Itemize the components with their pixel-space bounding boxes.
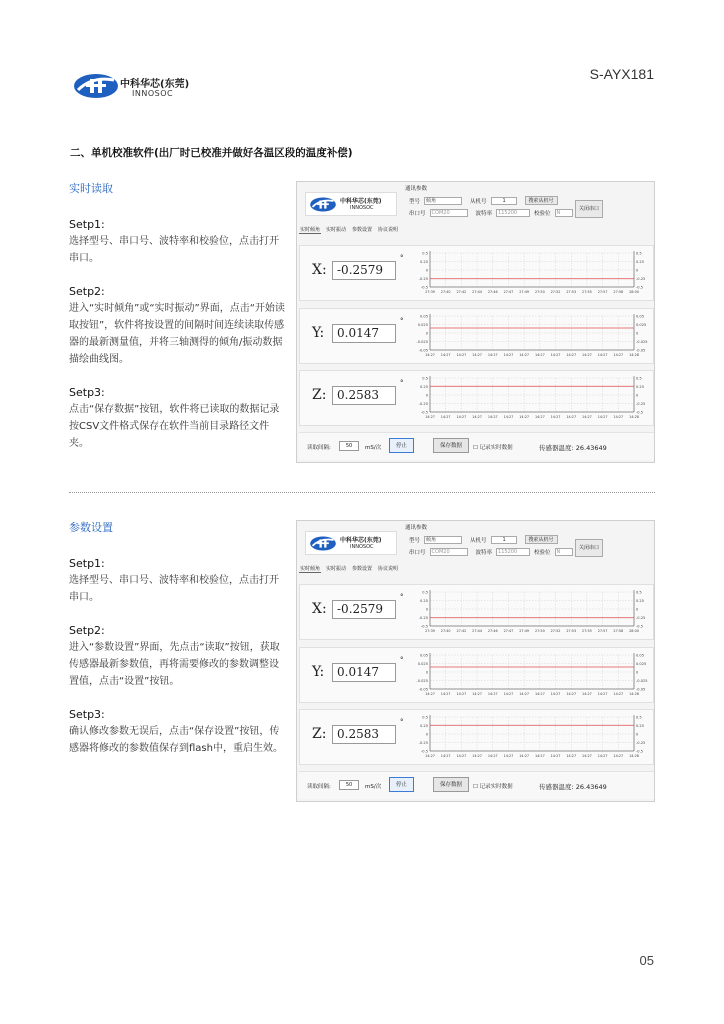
x-tick-label: 27:42 — [456, 290, 467, 294]
x-tick-label: 14:27 — [550, 415, 561, 419]
step-text: 确认修改参数无误后，点击“保存设置”按钮，传感器将修改的参数值保存到flash中，重启生效。 — [69, 726, 283, 754]
record-realtime-checkbox[interactable]: ☐ 记录实时数据 — [473, 784, 513, 790]
x-tick-label: 14:27 — [487, 353, 498, 357]
x-tick-label: 14:27 — [503, 692, 514, 696]
y-tick-label: 0 — [425, 393, 428, 398]
x-tick-label: 27:58 — [613, 629, 624, 633]
axis-label: X: — [312, 262, 327, 278]
step-label: Setp1: — [69, 557, 105, 570]
x-tick-label: 14:27 — [425, 754, 435, 758]
tab-protocol[interactable]: 协议说明 — [378, 227, 399, 233]
interval-label: 读取间隔: — [307, 784, 331, 790]
x-tick-label: 14:27 — [566, 754, 577, 758]
model-label: 型号 — [409, 537, 421, 544]
x-tick-label: 14:27 — [597, 754, 608, 758]
tab-realtime-tilt[interactable]: 实时倾角 — [300, 227, 321, 233]
company-name-cn: 中科华芯(东莞) — [120, 79, 190, 90]
y-tick-label-right: 0 — [636, 331, 639, 336]
interval-input[interactable]: 50 — [339, 441, 359, 451]
port-select[interactable]: COM20 — [430, 548, 468, 556]
sensor-temperature: 传感器温度: 26.43649 — [539, 783, 607, 791]
x-tick-label: 14:27 — [597, 692, 608, 696]
step-text: 进入“参数设置”界面，先点击“读取”按钮，获取传感器最新参数值，再将需要修改的参数调整设置值，点击“设置”按钮。 — [69, 642, 280, 687]
x-tick-label: 14:27 — [440, 754, 451, 758]
x-tick-label: 14:27 — [582, 353, 592, 357]
model-select[interactable]: 倾角 — [424, 536, 462, 544]
x-tick-label: 14:27 — [613, 353, 624, 357]
axis-label: Z: — [312, 387, 327, 403]
control-bar — [299, 771, 654, 799]
y-tick-label: 0.25 — [419, 724, 428, 728]
step-label: Setp1: — [69, 218, 105, 231]
app-logo-en: INNOSOC — [350, 544, 374, 550]
y-tick-label: -0.25 — [418, 277, 428, 281]
y-tick-label-right: 0.025 — [636, 662, 647, 666]
axis-readout: -0.2579 — [332, 600, 396, 619]
close-port-button[interactable]: 关闭串口 — [575, 200, 603, 218]
step-text: 选择型号、串口号、波特率和校验位，点击打开串口。 — [69, 575, 279, 603]
x-tick-label: 27:47 — [503, 629, 514, 633]
x-tick-label: 14:27 — [534, 692, 545, 696]
port-label: 串口号 — [409, 211, 426, 217]
y-tick-label-right: 0 — [636, 670, 639, 675]
x-tick-label: 14:27 — [456, 692, 467, 696]
innosoc-logo-icon — [309, 196, 337, 213]
app-logo — [305, 192, 397, 216]
x-tick-label: 27:52 — [550, 290, 561, 294]
x-tick-label: 14:27 — [425, 353, 435, 357]
x-tick-label: 14:27 — [425, 415, 435, 419]
port-label: 串口号 — [409, 550, 426, 556]
y-tick-label: -0.5 — [420, 285, 428, 290]
baud-label: 波特率 — [475, 211, 493, 217]
save-data-button[interactable]: 保存数据 — [433, 438, 469, 453]
section-heading: 二、单机校准软件(出厂时已校准并做好各温区段的温度补偿) — [70, 147, 353, 159]
model-label: 型号 — [409, 198, 421, 205]
x-tick-label: 14:27 — [550, 754, 561, 758]
company-logo — [72, 70, 202, 104]
realtime-read-instructions — [69, 180, 287, 470]
y-tick-label: 0.25 — [419, 385, 428, 389]
axis-label: X: — [312, 601, 327, 617]
axis-readout: -0.2579 — [332, 261, 396, 280]
x-tick-label: 27:44 — [472, 629, 482, 633]
x-tick-label: 14:27 — [519, 353, 530, 357]
x-tick-label: 14:27 — [597, 353, 608, 357]
y-tick-label-right: 0.25 — [636, 260, 645, 264]
x-tick-label: 14:27 — [566, 692, 577, 696]
y-tick-label-right: 0.25 — [636, 724, 645, 728]
x-tick-label: 14:27 — [613, 415, 624, 419]
app-logo-cn: 中科华芯(东莞) — [340, 537, 382, 544]
baud-select[interactable]: 115200 — [496, 548, 530, 556]
axis-plot — [412, 588, 652, 636]
y-tick-label: 0.025 — [417, 323, 428, 327]
y-tick-label: -0.25 — [418, 616, 428, 620]
calibration-app-window — [296, 520, 655, 802]
x-tick-label: 14:28 — [629, 415, 639, 419]
y-tick-label-right: -0.25 — [636, 402, 646, 406]
axis-plot — [412, 312, 652, 360]
degree-unit: ° — [400, 593, 404, 601]
x-tick-label: 27:50 — [534, 290, 545, 294]
parameter-setting-instructions — [69, 519, 287, 775]
x-tick-label: 27:53 — [566, 290, 577, 294]
y-tick-label: 0.5 — [422, 251, 428, 256]
tab-realtime-tilt[interactable]: 实时倾角 — [300, 566, 321, 572]
axis-panel-x — [299, 584, 654, 640]
y-tick-label-right: 0 — [636, 393, 639, 398]
comm-params-title: 通讯参数 — [405, 525, 428, 531]
y-tick-label: 0 — [425, 331, 428, 336]
axis-plot — [412, 374, 652, 422]
y-tick-label-right: -0.25 — [636, 616, 646, 620]
x-tick-label: 14:27 — [613, 754, 624, 758]
parity-select[interactable]: N — [555, 548, 573, 556]
tab-protocol[interactable]: 协议说明 — [378, 566, 399, 572]
y-tick-label-right: 0 — [636, 268, 639, 273]
step-label: Setp2: — [69, 624, 105, 637]
y-tick-label-right: 0.5 — [636, 715, 642, 720]
y-tick-label-right: 0.25 — [636, 385, 645, 389]
slave-label: 从机号 — [470, 198, 487, 205]
x-tick-label: 27:53 — [566, 629, 577, 633]
x-tick-label: 27:42 — [456, 629, 467, 633]
y-tick-label: 0 — [425, 670, 428, 675]
x-tick-label: 14:27 — [534, 415, 545, 419]
axis-readout: 0.0147 — [332, 324, 396, 343]
x-tick-label: 28:00 — [629, 629, 639, 633]
y-tick-label: 0.5 — [422, 376, 428, 381]
parity-select[interactable]: N — [555, 209, 573, 217]
y-tick-label-right: 0.25 — [636, 599, 645, 603]
y-tick-label: -0.5 — [420, 410, 428, 415]
x-tick-label: 27:44 — [472, 290, 482, 294]
y-tick-label: -0.025 — [416, 679, 428, 683]
degree-unit: ° — [400, 254, 404, 262]
x-tick-label: 14:27 — [503, 353, 514, 357]
x-tick-label: 14:27 — [456, 415, 467, 419]
x-tick-label: 14:27 — [534, 353, 545, 357]
y-tick-label-right: 0.025 — [636, 323, 647, 327]
y-tick-label: 0.25 — [419, 260, 428, 264]
x-tick-label: 27:57 — [597, 629, 608, 633]
x-tick-label: 27:57 — [597, 290, 608, 294]
y-tick-label-right: -0.025 — [636, 340, 648, 344]
y-tick-label-right: 0 — [636, 732, 639, 737]
y-tick-label-right: 0.5 — [636, 376, 642, 381]
tab-realtime-vibration[interactable]: 实时振动 — [326, 227, 347, 233]
axis-readout: 0.2583 — [332, 386, 396, 405]
slave-input[interactable]: 1 — [491, 536, 517, 544]
stop-button[interactable]: 停止 — [389, 438, 414, 453]
x-tick-label: 27:40 — [440, 629, 451, 633]
x-tick-label: 14:27 — [472, 353, 482, 357]
x-tick-label: 14:28 — [629, 692, 639, 696]
y-tick-label: 0.5 — [422, 590, 428, 595]
interval-unit: mS/次 — [365, 784, 382, 790]
slave-input[interactable]: 1 — [491, 197, 517, 205]
innosoc-logo-icon — [309, 535, 337, 552]
app-logo — [305, 531, 397, 555]
app-logo-en: INNOSOC — [350, 205, 374, 211]
record-realtime-checkbox[interactable]: ☐ 记录实时数据 — [473, 445, 513, 451]
x-tick-label: 14:27 — [550, 353, 561, 357]
tab-parameter-settings[interactable]: 参数设置 — [352, 227, 373, 233]
y-tick-label-right: -0.05 — [636, 687, 646, 692]
tab-bar — [299, 565, 399, 573]
y-tick-label-right: 0.5 — [636, 251, 642, 256]
interval-input[interactable]: 50 — [339, 780, 359, 790]
x-tick-label: 27:49 — [519, 629, 530, 633]
x-tick-label: 14:27 — [503, 754, 514, 758]
app-logo-cn: 中科华芯(东莞) — [340, 198, 382, 205]
x-tick-label: 14:27 — [582, 692, 592, 696]
y-tick-label-right: -0.25 — [636, 277, 646, 281]
y-tick-label: -0.25 — [418, 402, 428, 406]
y-tick-label: -0.025 — [416, 340, 428, 344]
axis-panel-y — [299, 647, 654, 703]
x-tick-label: 28:00 — [629, 290, 639, 294]
block-title: 参数设置 — [69, 521, 113, 534]
y-tick-label: -0.5 — [420, 624, 428, 629]
slave-label: 从机号 — [470, 537, 487, 544]
save-data-button[interactable]: 保存数据 — [433, 777, 469, 792]
y-tick-label: 0.05 — [419, 314, 428, 319]
x-tick-label: 14:27 — [487, 754, 498, 758]
y-tick-label: 0 — [425, 732, 428, 737]
y-tick-label-right: -0.5 — [636, 410, 644, 415]
x-tick-label: 27:46 — [487, 290, 498, 294]
x-tick-label: 14:27 — [519, 415, 530, 419]
x-tick-label: 27:39 — [425, 290, 435, 294]
y-tick-label: 0.25 — [419, 599, 428, 603]
axis-label: Z: — [312, 726, 327, 742]
x-tick-label: 14:27 — [597, 415, 608, 419]
x-tick-label: 27:58 — [613, 290, 624, 294]
baud-select[interactable]: 115200 — [496, 209, 530, 217]
section-divider — [69, 492, 655, 493]
interval-label: 读取间隔: — [307, 445, 331, 451]
x-tick-label: 14:27 — [440, 353, 451, 357]
y-tick-label-right: -0.5 — [636, 624, 644, 629]
search-slave-button[interactable]: 搜索从机号 — [525, 535, 558, 544]
degree-unit: ° — [400, 317, 404, 325]
x-tick-label: 27:55 — [582, 290, 592, 294]
x-tick-label: 27:55 — [582, 629, 592, 633]
axis-plot — [412, 713, 652, 761]
axis-label: Y: — [312, 325, 325, 341]
company-name-en: INNOSOC — [132, 89, 174, 98]
degree-unit: ° — [400, 379, 404, 387]
y-tick-label-right: -0.05 — [636, 348, 646, 353]
step-text: 进入“实时倾角”或“实时振动”界面，点击“开始读取按钮”，软件将按设置的间隔时间连续读取传感器的最新测量值，并将三轴测得的倾角/振动数据描绘曲线图。 — [69, 303, 285, 365]
axis-readout: 0.0147 — [332, 663, 396, 682]
x-tick-label: 14:27 — [519, 692, 530, 696]
x-tick-label: 14:27 — [456, 353, 467, 357]
axis-panel-x — [299, 245, 654, 301]
port-select[interactable]: COM20 — [430, 209, 468, 217]
axis-label: Y: — [312, 664, 325, 680]
x-tick-label: 14:27 — [425, 692, 435, 696]
x-tick-label: 14:27 — [519, 754, 530, 758]
y-tick-label: -0.25 — [418, 741, 428, 745]
x-tick-label: 14:27 — [582, 754, 592, 758]
x-tick-label: 14:27 — [566, 353, 577, 357]
x-tick-label: 14:27 — [613, 692, 624, 696]
tab-bar — [299, 226, 399, 234]
y-tick-label: -0.5 — [420, 749, 428, 754]
axis-plot — [412, 249, 652, 297]
x-tick-label: 14:27 — [534, 754, 545, 758]
tab-parameter-settings[interactable]: 参数设置 — [352, 566, 373, 572]
axis-panel-y — [299, 308, 654, 364]
x-tick-label: 14:28 — [629, 353, 639, 357]
y-tick-label-right: 0 — [636, 607, 639, 612]
y-tick-label: 0.025 — [417, 662, 428, 666]
stop-button[interactable]: 停止 — [389, 777, 414, 792]
x-tick-label: 14:27 — [472, 754, 482, 758]
search-slave-button[interactable]: 搜索从机号 — [525, 196, 558, 205]
y-tick-label: -0.05 — [418, 687, 428, 692]
x-tick-label: 14:27 — [487, 692, 498, 696]
x-tick-label: 14:27 — [456, 754, 467, 758]
x-tick-label: 14:27 — [472, 692, 482, 696]
page-number: 05 — [639, 953, 654, 968]
control-bar — [299, 432, 654, 460]
parity-label: 校验位 — [534, 211, 551, 217]
block-title: 实时读取 — [69, 182, 113, 195]
x-tick-label: 14:27 — [503, 415, 514, 419]
x-tick-label: 14:27 — [582, 415, 592, 419]
sensor-temperature: 传感器温度: 26.43649 — [539, 444, 607, 452]
axis-plot — [412, 651, 652, 699]
y-tick-label-right: -0.5 — [636, 749, 644, 754]
x-tick-label: 27:46 — [487, 629, 498, 633]
y-tick-label-right: -0.5 — [636, 285, 644, 290]
step-label: Setp3: — [69, 708, 105, 721]
interval-unit: mS/次 — [365, 445, 382, 451]
x-tick-label: 14:27 — [487, 415, 498, 419]
x-tick-label: 14:27 — [566, 415, 577, 419]
y-tick-label: -0.05 — [418, 348, 428, 353]
tab-realtime-vibration[interactable]: 实时振动 — [326, 566, 347, 572]
y-tick-label-right: 0.05 — [636, 314, 645, 319]
innosoc-logo-icon — [72, 72, 120, 100]
x-tick-label: 14:27 — [550, 692, 561, 696]
x-tick-label: 27:49 — [519, 290, 530, 294]
axis-panel-z — [299, 370, 654, 426]
x-tick-label: 14:27 — [440, 692, 451, 696]
x-tick-label: 27:50 — [534, 629, 545, 633]
x-tick-label: 27:52 — [550, 629, 561, 633]
y-tick-label-right: -0.025 — [636, 679, 648, 683]
comm-params-title: 通讯参数 — [405, 186, 428, 192]
baud-label: 波特率 — [475, 550, 493, 556]
x-tick-label: 14:27 — [472, 415, 482, 419]
axis-panel-z — [299, 709, 654, 765]
degree-unit: ° — [400, 718, 404, 726]
axis-readout: 0.2583 — [332, 725, 396, 744]
calibration-app-window — [296, 181, 655, 463]
x-tick-label: 27:39 — [425, 629, 435, 633]
x-tick-label: 14:27 — [440, 415, 451, 419]
y-tick-label-right: 0.5 — [636, 590, 642, 595]
model-select[interactable]: 倾角 — [424, 197, 462, 205]
degree-unit: ° — [400, 656, 404, 664]
y-tick-label: 0 — [425, 268, 428, 273]
x-tick-label: 14:28 — [629, 754, 639, 758]
x-tick-label: 27:47 — [503, 290, 514, 294]
x-tick-label: 27:40 — [440, 290, 451, 294]
document-code: S-AYX181 — [589, 66, 654, 82]
step-text: 点击“保存数据”按钮，软件将已读取的数据记录按CSV文件格式保存在软件当前目录路径文件夹。 — [69, 404, 280, 449]
y-tick-label: 0.5 — [422, 715, 428, 720]
y-tick-label: 0.05 — [419, 653, 428, 658]
close-port-button[interactable]: 关闭串口 — [575, 539, 603, 557]
y-tick-label: 0 — [425, 607, 428, 612]
parity-label: 校验位 — [534, 550, 551, 556]
step-label: Setp2: — [69, 285, 105, 298]
step-label: Setp3: — [69, 386, 105, 399]
y-tick-label-right: 0.05 — [636, 653, 645, 658]
step-text: 选择型号、串口号、波特率和校验位，点击打开串口。 — [69, 236, 279, 264]
y-tick-label-right: -0.25 — [636, 741, 646, 745]
